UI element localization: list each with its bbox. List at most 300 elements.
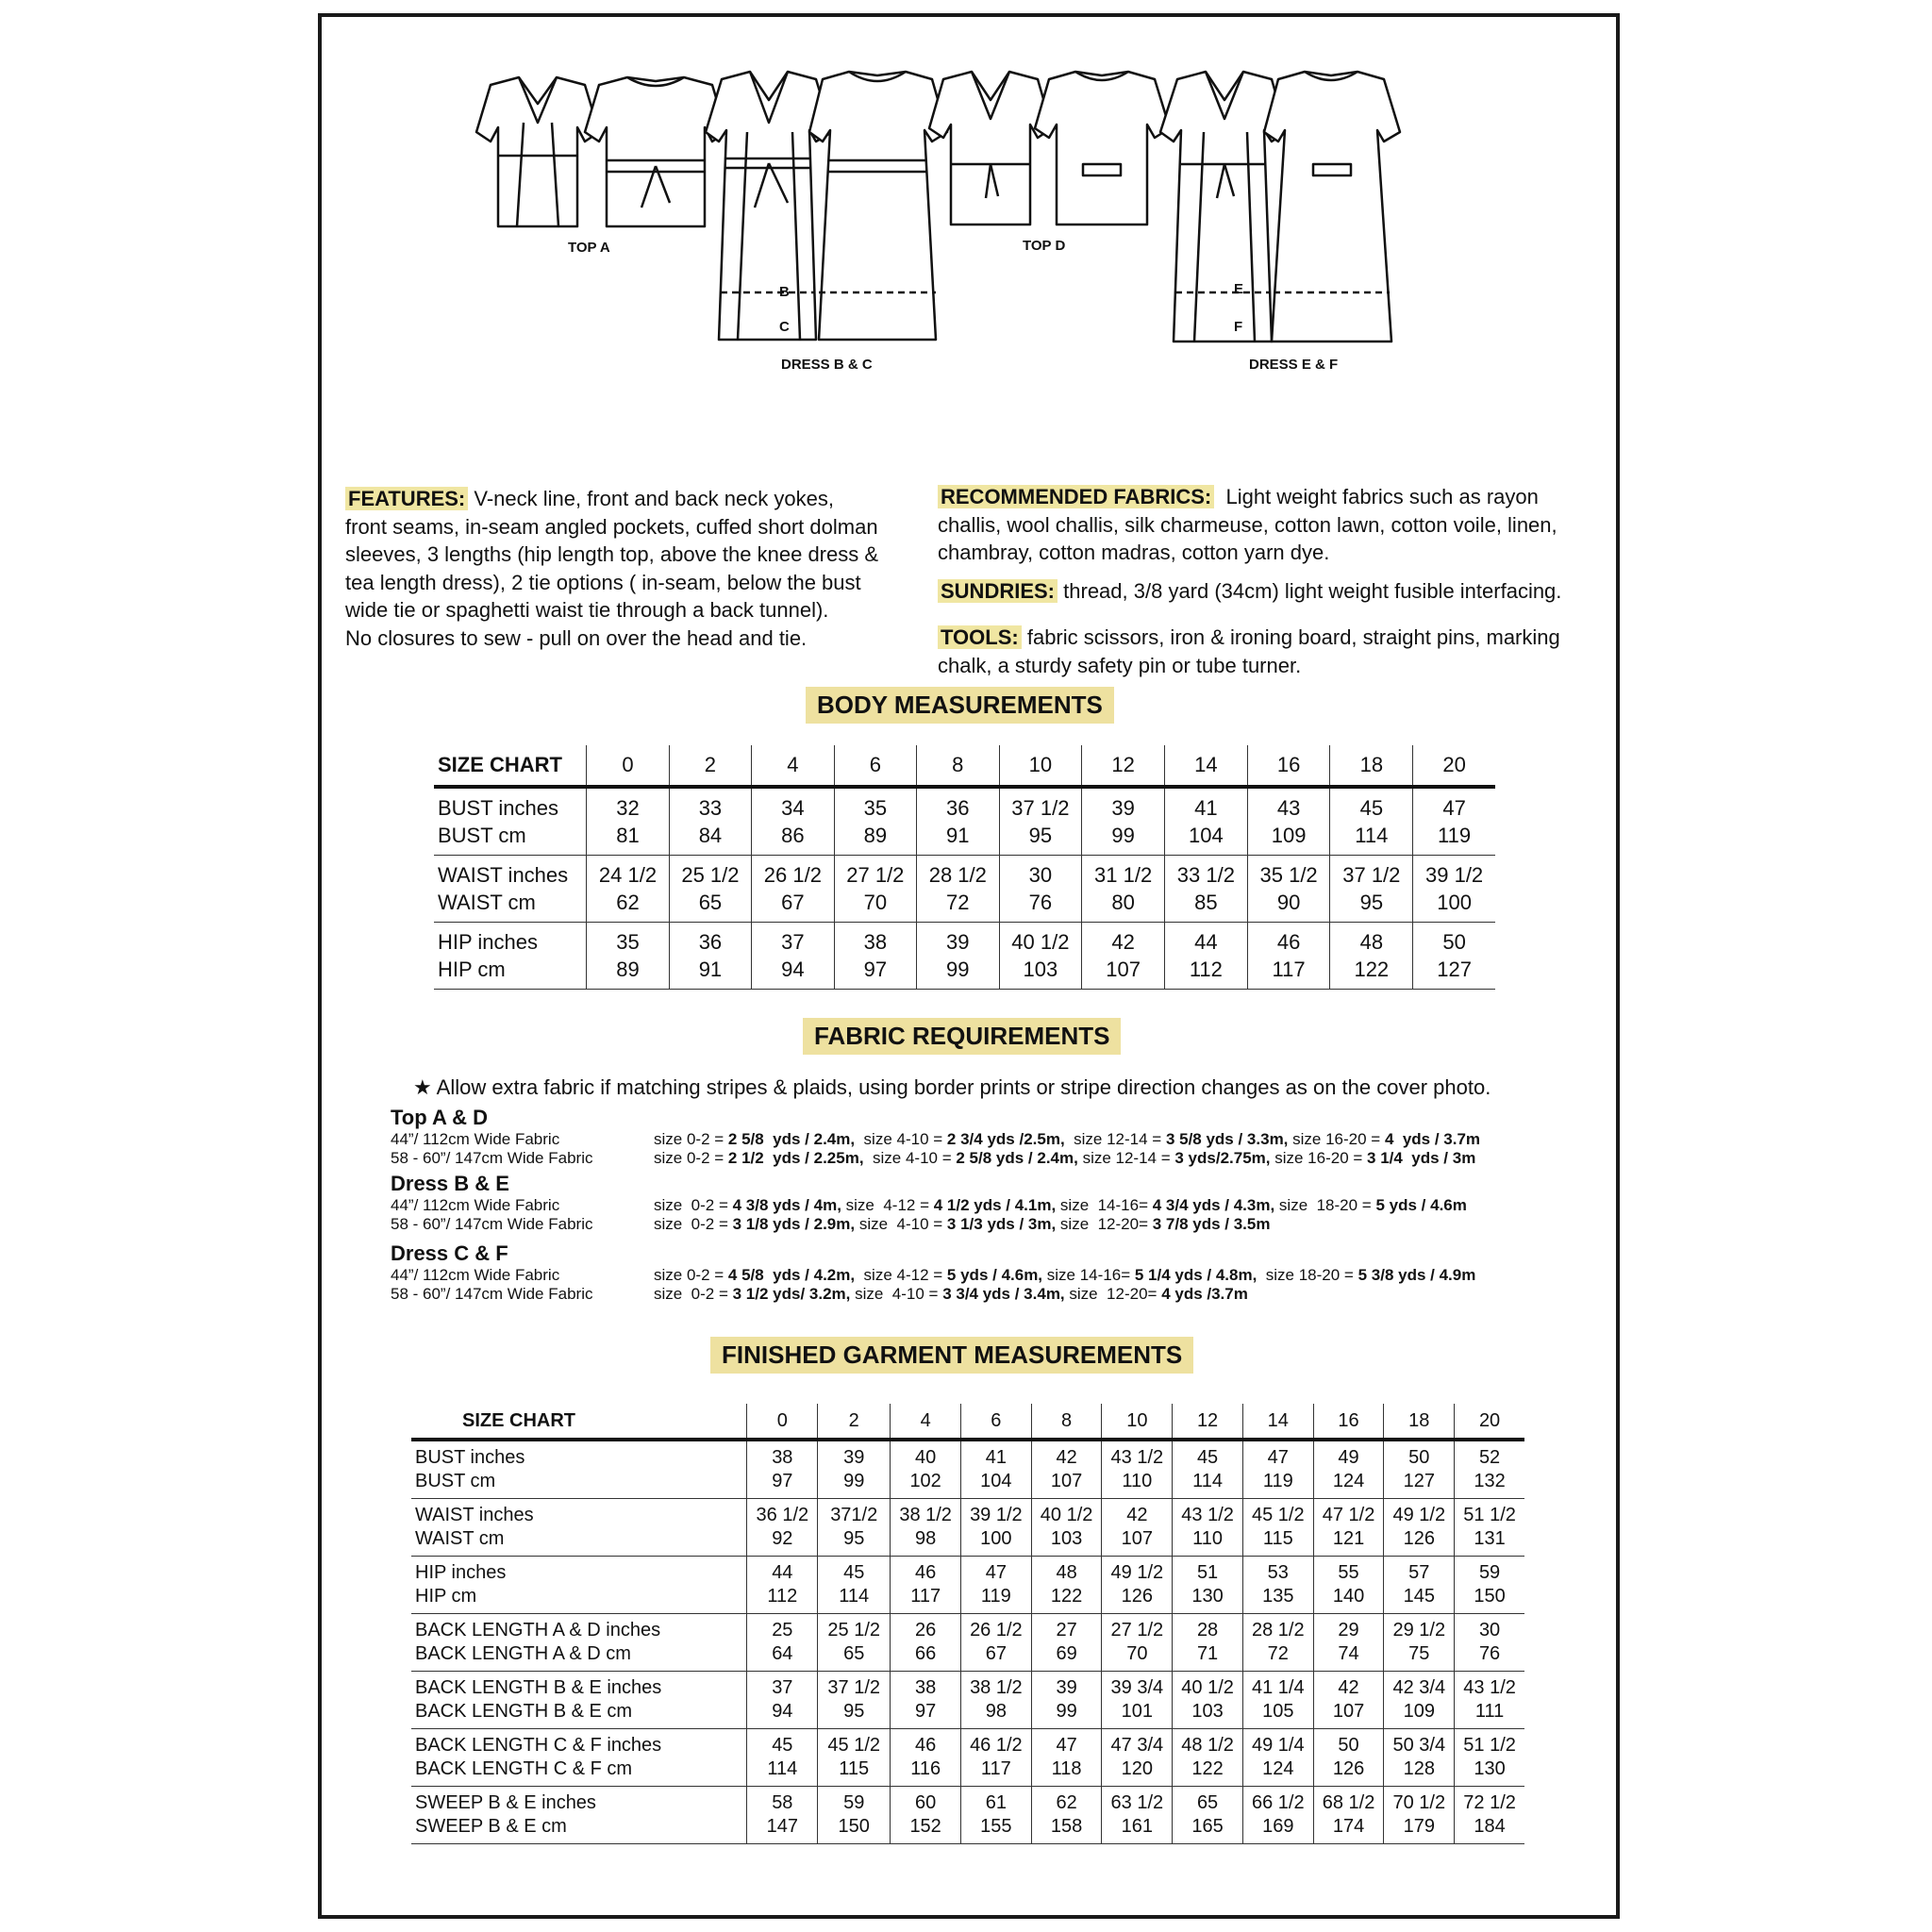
row-label-primary: BUST inches xyxy=(438,796,558,820)
star-icon: ★ xyxy=(413,1075,432,1099)
size-range: size 18-20 = xyxy=(1274,1196,1376,1214)
table-cell xyxy=(1313,1440,1384,1499)
cell-value-primary: 39 1/2 xyxy=(970,1505,1023,1525)
table-cell xyxy=(961,1614,1032,1672)
yardage-value: 5 yds / 4.6m, xyxy=(946,1266,1043,1284)
row-label-primary: BUST inches xyxy=(415,1447,525,1468)
label-b: B xyxy=(779,284,790,300)
cell-value-secondary: 112 xyxy=(767,1586,798,1607)
cell-value-secondary: 179 xyxy=(1403,1816,1435,1837)
fabric-row xyxy=(391,1130,1579,1149)
cell-value-secondary: 99 xyxy=(843,1471,865,1491)
row-label-primary: HIP inches xyxy=(415,1562,507,1583)
fabrics-block xyxy=(938,483,1617,567)
table-cell xyxy=(747,1614,818,1672)
table-cell xyxy=(1384,1557,1455,1614)
cell-value-secondary: 101 xyxy=(1121,1701,1154,1722)
cell-value-primary: 39 xyxy=(1056,1677,1077,1698)
table-cell xyxy=(917,923,999,990)
cell-value-secondary: 130 xyxy=(1474,1758,1506,1779)
label-f: F xyxy=(1234,319,1243,335)
cell-value-secondary: 94 xyxy=(772,1701,793,1722)
table-cell xyxy=(1031,1672,1102,1729)
row-label-primary: WAIST inches xyxy=(415,1505,534,1525)
size-header: 0 xyxy=(747,1404,818,1440)
cell-value-secondary: 115 xyxy=(839,1758,870,1779)
size-header: 18 xyxy=(1330,745,1413,787)
cell-value-primary: 50 xyxy=(1442,930,1466,954)
yardage-value: 3 5/8 yds / 3.3m, xyxy=(1165,1130,1289,1148)
cell-value-primary: 37 1/2 xyxy=(1342,863,1401,887)
cell-value-primary: 46 xyxy=(915,1562,937,1583)
table-cell xyxy=(818,1729,891,1787)
table-cell xyxy=(1102,1729,1173,1787)
cell-value-secondary: 114 xyxy=(1355,824,1389,847)
cell-value-primary: 53 xyxy=(1267,1562,1289,1583)
row-label-secondary: BUST cm xyxy=(415,1471,496,1491)
table-row xyxy=(434,856,1495,923)
table-cell xyxy=(1455,1729,1524,1787)
table-cell xyxy=(1313,1672,1384,1729)
table-cell xyxy=(1102,1787,1173,1844)
row-label-primary: BACK LENGTH B & E inches xyxy=(415,1677,662,1698)
size-header: 14 xyxy=(1164,745,1247,787)
table-cell xyxy=(1455,1440,1524,1499)
cell-value-secondary: 98 xyxy=(985,1701,1007,1722)
cell-value-primary: 27 xyxy=(1056,1620,1077,1641)
cell-value-primary: 38 xyxy=(915,1677,937,1698)
yardage-value: 3 1/4 yds / 3m xyxy=(1367,1149,1476,1167)
cell-value-primary: 37 1/2 xyxy=(1011,796,1070,820)
table-header-row xyxy=(411,1404,1524,1440)
cell-value-primary: 60 xyxy=(915,1792,937,1813)
sundries-text: thread, 3/8 yard (34cm) light weight fusible interfacing. xyxy=(1063,579,1562,603)
cell-value-secondary: 107 xyxy=(1121,1528,1154,1549)
cell-value-secondary: 74 xyxy=(1338,1643,1359,1664)
size-range: size 0-2 = xyxy=(654,1285,733,1303)
table-cell xyxy=(1242,1672,1313,1729)
cell-value-secondary: 152 xyxy=(909,1816,941,1837)
features-line: wide tie or spaghetti waist tie through a back tunnel). xyxy=(345,598,829,622)
cell-value-primary: 47 1/2 xyxy=(1322,1505,1375,1525)
size-header: 2 xyxy=(669,745,751,787)
table-row xyxy=(434,923,1495,990)
cell-value-primary: 47 xyxy=(985,1562,1007,1583)
cell-value-secondary: 102 xyxy=(909,1471,941,1491)
cell-value-secondary: 118 xyxy=(1051,1758,1082,1779)
table-cell xyxy=(1173,1787,1243,1844)
table-cell xyxy=(1384,1440,1455,1499)
features-line: V-neck line, front and back neck yokes, xyxy=(474,487,834,510)
cell-value-primary: 38 xyxy=(863,930,888,954)
cell-value-secondary: 92 xyxy=(772,1528,793,1549)
yardage-value: 5 yds / 4.6m xyxy=(1375,1196,1467,1214)
table-cell xyxy=(1242,1729,1313,1787)
cell-value-primary: 38 1/2 xyxy=(899,1505,952,1525)
yardage-value: 2 1/2 yds / 2.25m, xyxy=(727,1149,864,1167)
yardage-value: 4 3/8 yds / 4m, xyxy=(732,1196,841,1214)
cell-value-primary: 49 1/2 xyxy=(1392,1505,1446,1525)
fabric-width: 58 - 60”/ 147cm Wide Fabric xyxy=(391,1285,593,1303)
fabric-group xyxy=(391,1106,1579,1168)
top-a-front-sketch xyxy=(476,77,599,226)
yardage-value: 2 5/8 yds / 2.4m, xyxy=(727,1130,856,1148)
table-cell xyxy=(917,787,999,856)
cell-value-secondary: 72 xyxy=(1267,1643,1289,1664)
size-header: 16 xyxy=(1247,745,1330,787)
cell-value-secondary: 84 xyxy=(698,824,723,847)
cell-value-primary: 49 1/4 xyxy=(1252,1735,1305,1756)
cell-value-primary: 42 xyxy=(1338,1677,1359,1698)
size-range: size 0-2 = xyxy=(654,1266,728,1284)
dress-b-front-sketch xyxy=(706,72,832,340)
table-cell xyxy=(1102,1614,1173,1672)
size-header: 12 xyxy=(1173,1404,1243,1440)
yardage-value: 4 yds /3.7m xyxy=(1161,1285,1248,1303)
table-cell xyxy=(999,923,1082,990)
table-cell xyxy=(834,856,916,923)
cell-value-primary: 35 xyxy=(616,930,640,954)
table-cell xyxy=(1082,787,1165,856)
table-cell xyxy=(1173,1557,1243,1614)
cell-value-secondary: 110 xyxy=(1122,1471,1153,1491)
table-cell xyxy=(1242,1499,1313,1557)
size-header: 12 xyxy=(1082,745,1165,787)
tools-block xyxy=(938,624,1617,679)
table-cell xyxy=(1102,1557,1173,1614)
cell-value-primary: 34 xyxy=(781,796,805,820)
cell-value-secondary: 114 xyxy=(839,1586,870,1607)
cell-value-secondary: 122 xyxy=(1050,1586,1083,1607)
cell-value-secondary: 150 xyxy=(1474,1586,1506,1607)
cell-value-secondary: 116 xyxy=(910,1758,941,1779)
sundries-heading: SUNDRIES: xyxy=(938,579,1058,603)
table-cell xyxy=(961,1440,1032,1499)
cell-value-primary: 33 xyxy=(698,796,723,820)
cell-value-primary: 39 xyxy=(946,930,970,954)
size-header: 20 xyxy=(1413,745,1495,787)
dress-e-front-sketch xyxy=(1160,72,1287,341)
table-cell xyxy=(1330,856,1413,923)
cell-value-secondary: 62 xyxy=(616,891,640,914)
cell-value-secondary: 99 xyxy=(1056,1701,1077,1722)
table-cell xyxy=(834,923,916,990)
top-d-back-sketch xyxy=(1035,72,1170,225)
size-range: size 12-20= xyxy=(1056,1215,1153,1233)
yardage-value: 3 1/8 yds / 2.9m, xyxy=(732,1215,856,1233)
cell-value-primary: 32 xyxy=(616,796,640,820)
cell-value-primary: 39 xyxy=(1111,796,1135,820)
row-label xyxy=(411,1440,747,1499)
table-cell xyxy=(747,1499,818,1557)
size-range: size 4-12 = xyxy=(841,1196,934,1214)
row-label-secondary: WAIST cm xyxy=(438,891,536,914)
cell-value-primary: 29 1/2 xyxy=(1392,1620,1446,1641)
cell-value-secondary: 165 xyxy=(1191,1816,1224,1837)
cell-value-primary: 48 xyxy=(1359,930,1384,954)
table-cell xyxy=(834,787,916,856)
cell-value-primary: 26 xyxy=(915,1620,937,1641)
cell-value-primary: 30 xyxy=(1478,1620,1501,1641)
cell-value-primary: 51 xyxy=(1196,1562,1219,1583)
size-header: 16 xyxy=(1313,1404,1384,1440)
yardage-value: 2 5/8 yds / 2.4m, xyxy=(956,1149,1078,1167)
table-cell xyxy=(1082,856,1165,923)
fabric-width: 58 - 60”/ 147cm Wide Fabric xyxy=(391,1149,593,1167)
cell-value-primary: 27 1/2 xyxy=(846,863,905,887)
yardage-value: 4 3/4 yds / 4.3m, xyxy=(1152,1196,1275,1214)
cell-value-primary: 42 xyxy=(1056,1447,1077,1468)
cell-value-primary: 26 1/2 xyxy=(970,1620,1023,1641)
label-c: C xyxy=(779,319,790,335)
cell-value-secondary: 107 xyxy=(1050,1471,1083,1491)
yardage-value: 2 3/4 yds /2.5m, xyxy=(946,1130,1065,1148)
table-cell xyxy=(1313,1557,1384,1614)
yardage-value: 4 5/8 yds / 4.2m, xyxy=(727,1266,856,1284)
table-cell xyxy=(1455,1672,1524,1729)
finished-measurements-title: FINISHED GARMENT MEASUREMENTS xyxy=(710,1337,1193,1374)
cell-value-primary: 61 xyxy=(985,1792,1007,1813)
cell-value-primary: 26 1/2 xyxy=(763,863,822,887)
row-label-secondary: BACK LENGTH B & E cm xyxy=(415,1701,633,1722)
size-header: 6 xyxy=(834,745,916,787)
table-cell xyxy=(1102,1440,1173,1499)
fabric-width: 44”/ 112cm Wide Fabric xyxy=(391,1266,560,1284)
table-row xyxy=(411,1614,1524,1672)
fabric-sizes xyxy=(654,1285,1248,1304)
table-cell xyxy=(747,1729,818,1787)
cell-value-primary: 28 1/2 xyxy=(928,863,987,887)
row-label-secondary: BUST cm xyxy=(438,824,526,847)
table-cell xyxy=(1413,856,1495,923)
cell-value-secondary: 100 xyxy=(1437,891,1472,914)
cell-value-secondary: 132 xyxy=(1474,1471,1506,1491)
fabric-group xyxy=(391,1172,1579,1234)
table-cell xyxy=(1247,856,1330,923)
features-line: front seams, in-seam angled pockets, cuffed short dolman xyxy=(345,514,878,539)
table-cell xyxy=(1031,1499,1102,1557)
table-cell xyxy=(1330,787,1413,856)
size-range: size 4-12 = xyxy=(855,1266,947,1284)
label-dress-ef: DRESS E & F xyxy=(1249,357,1339,373)
cell-value-primary: 41 1/4 xyxy=(1252,1677,1305,1698)
yardage-value: 3 7/8 yds / 3.5m xyxy=(1152,1215,1271,1233)
row-label xyxy=(434,787,587,856)
size-range: size 0-2 = xyxy=(654,1149,728,1167)
cell-value-primary: 46 1/2 xyxy=(970,1735,1023,1756)
table-cell xyxy=(669,856,751,923)
cell-value-primary: 40 xyxy=(915,1447,937,1468)
cell-value-secondary: 107 xyxy=(1332,1701,1365,1722)
table-cell xyxy=(891,1499,961,1557)
features-heading: FEATURES: xyxy=(345,487,468,510)
dress-c-back-sketch xyxy=(809,72,947,340)
yardage-value: 3 3/4 yds / 3.4m, xyxy=(942,1285,1065,1303)
table-cell xyxy=(1413,787,1495,856)
size-range: size 16-20 = xyxy=(1288,1130,1385,1148)
cell-value-secondary: 184 xyxy=(1474,1816,1506,1837)
cell-value-secondary: 97 xyxy=(772,1471,793,1491)
cell-value-secondary: 64 xyxy=(772,1643,793,1664)
cell-value-secondary: 86 xyxy=(781,824,805,847)
cell-value-primary: 42 xyxy=(1111,930,1135,954)
table-cell xyxy=(1164,856,1247,923)
table-cell xyxy=(1247,923,1330,990)
fabric-sizes xyxy=(654,1130,1480,1149)
row-label-secondary: SWEEP B & E cm xyxy=(415,1816,567,1837)
cell-value-secondary: 145 xyxy=(1403,1586,1435,1607)
row-label xyxy=(411,1499,747,1557)
cell-value-primary: 42 xyxy=(1126,1505,1148,1525)
cell-value-primary: 65 xyxy=(1196,1792,1219,1813)
label-e: E xyxy=(1234,281,1244,297)
size-range: size 4-10 = xyxy=(855,1215,947,1233)
fabric-sizes xyxy=(654,1215,1270,1234)
top-d-front-sketch xyxy=(929,72,1052,225)
cell-value-secondary: 98 xyxy=(915,1528,937,1549)
table-cell xyxy=(747,1440,818,1499)
table-row xyxy=(411,1557,1524,1614)
size-header: 8 xyxy=(917,745,999,787)
size-header: 4 xyxy=(891,1404,961,1440)
garment-sketches xyxy=(472,66,1462,387)
size-header: 20 xyxy=(1455,1404,1524,1440)
cell-value-primary: 45 xyxy=(843,1562,865,1583)
table-cell xyxy=(1031,1440,1102,1499)
cell-value-secondary: 161 xyxy=(1121,1816,1154,1837)
table-cell xyxy=(891,1787,961,1844)
cell-value-secondary: 117 xyxy=(980,1758,1011,1779)
yardage-value: 3 1/2 yds/ 3.2m, xyxy=(732,1285,851,1303)
table-cell xyxy=(1173,1499,1243,1557)
fabric-width: 58 - 60”/ 147cm Wide Fabric xyxy=(391,1215,593,1233)
cell-value-secondary: 65 xyxy=(843,1643,865,1664)
fabric-sizes xyxy=(654,1196,1467,1215)
cell-value-primary: 59 xyxy=(843,1792,865,1813)
table-cell xyxy=(891,1729,961,1787)
cell-value-secondary: 75 xyxy=(1408,1643,1430,1664)
garment-illustrations xyxy=(472,66,1462,387)
cell-value-secondary: 104 xyxy=(980,1471,1012,1491)
table-cell xyxy=(1313,1729,1384,1787)
table-cell xyxy=(891,1440,961,1499)
table-cell xyxy=(1242,1614,1313,1672)
cell-value-secondary: 126 xyxy=(1121,1586,1154,1607)
cell-value-secondary: 174 xyxy=(1332,1816,1365,1837)
cell-value-primary: 66 1/2 xyxy=(1252,1792,1305,1813)
table-cell xyxy=(587,923,669,990)
table-cell xyxy=(1173,1440,1243,1499)
cell-value-primary: 46 xyxy=(915,1735,937,1756)
cell-value-primary: 31 1/2 xyxy=(1094,863,1153,887)
size-range: size 16-20 = xyxy=(1270,1149,1368,1167)
table-row xyxy=(411,1499,1524,1557)
fabric-group-title: Dress B & E xyxy=(391,1172,509,1195)
cell-value-primary: 48 xyxy=(1056,1562,1077,1583)
cell-value-primary: 42 3/4 xyxy=(1392,1677,1446,1698)
table-cell xyxy=(1164,787,1247,856)
fabric-group xyxy=(391,1241,1579,1304)
size-range: size 12-20= xyxy=(1064,1285,1162,1303)
cell-value-primary: 35 1/2 xyxy=(1259,863,1318,887)
cell-value-secondary: 119 xyxy=(1438,824,1472,847)
cell-value-secondary: 89 xyxy=(863,824,888,847)
size-header: 10 xyxy=(999,745,1082,787)
cell-value-secondary: 99 xyxy=(1111,824,1135,847)
cell-value-primary: 24 1/2 xyxy=(598,863,658,887)
cell-value-secondary: 95 xyxy=(1359,891,1384,914)
cell-value-primary: 41 xyxy=(985,1447,1007,1468)
size-range: size 14-16= xyxy=(1056,1196,1153,1214)
table-cell xyxy=(1102,1499,1173,1557)
row-label-secondary: BACK LENGTH A & D cm xyxy=(415,1643,631,1664)
row-label-primary: BACK LENGTH C & F inches xyxy=(415,1735,662,1756)
table-cell xyxy=(1242,1440,1313,1499)
cell-value-secondary: 140 xyxy=(1332,1586,1365,1607)
row-label xyxy=(411,1729,747,1787)
cell-value-primary: 63 1/2 xyxy=(1110,1792,1164,1813)
cell-value-secondary: 126 xyxy=(1332,1758,1365,1779)
cell-value-primary: 37 xyxy=(781,930,805,954)
cell-value-primary: 43 1/2 xyxy=(1110,1447,1164,1468)
cell-value-primary: 371/2 xyxy=(830,1505,878,1525)
table-cell xyxy=(818,1499,891,1557)
cell-value-primary: 48 1/2 xyxy=(1181,1735,1234,1756)
label-dress-bc: DRESS B & C xyxy=(781,357,873,373)
table-cell xyxy=(1082,923,1165,990)
cell-value-primary: 49 xyxy=(1338,1447,1359,1468)
size-header: 2 xyxy=(818,1404,891,1440)
cell-value-secondary: 131 xyxy=(1474,1528,1506,1549)
cell-value-secondary: 130 xyxy=(1191,1586,1224,1607)
fabric-width: 44”/ 112cm Wide Fabric xyxy=(391,1196,560,1214)
cell-value-primary: 35 xyxy=(863,796,888,820)
cell-value-secondary: 124 xyxy=(1332,1471,1365,1491)
cell-value-primary: 40 1/2 xyxy=(1181,1677,1234,1698)
cell-value-secondary: 69 xyxy=(1056,1643,1077,1664)
table-cell xyxy=(961,1729,1032,1787)
cell-value-secondary: 95 xyxy=(1028,824,1053,847)
size-range: size 4-10 = xyxy=(850,1285,943,1303)
cell-value-primary: 50 3/4 xyxy=(1392,1735,1446,1756)
row-label xyxy=(434,923,587,990)
cell-value-secondary: 124 xyxy=(1262,1758,1294,1779)
cell-value-secondary: 97 xyxy=(915,1701,937,1722)
cell-value-primary: 36 xyxy=(946,796,970,820)
table-header-row xyxy=(434,745,1495,787)
table-cell xyxy=(747,1787,818,1844)
table-cell xyxy=(1455,1614,1524,1672)
cell-value-primary: 47 3/4 xyxy=(1110,1735,1164,1756)
features-block xyxy=(345,485,949,652)
table-cell xyxy=(669,923,751,990)
cell-value-secondary: 70 xyxy=(863,891,888,914)
table-row xyxy=(411,1729,1524,1787)
label-top-d: TOP D xyxy=(1023,238,1066,254)
cell-value-secondary: 97 xyxy=(863,958,888,981)
table-row xyxy=(411,1672,1524,1729)
table-cell xyxy=(818,1614,891,1672)
cell-value-secondary: 105 xyxy=(1262,1701,1294,1722)
table-row xyxy=(434,787,1495,856)
cell-value-primary: 45 xyxy=(1196,1447,1219,1468)
cell-value-primary: 45 1/2 xyxy=(827,1735,881,1756)
yardage-value: 4 1/2 yds / 4.1m, xyxy=(933,1196,1057,1214)
cell-value-primary: 44 xyxy=(772,1562,793,1583)
cell-value-secondary: 150 xyxy=(838,1816,870,1837)
cell-value-primary: 57 xyxy=(1408,1562,1430,1583)
cell-value-primary: 33 1/2 xyxy=(1176,863,1235,887)
